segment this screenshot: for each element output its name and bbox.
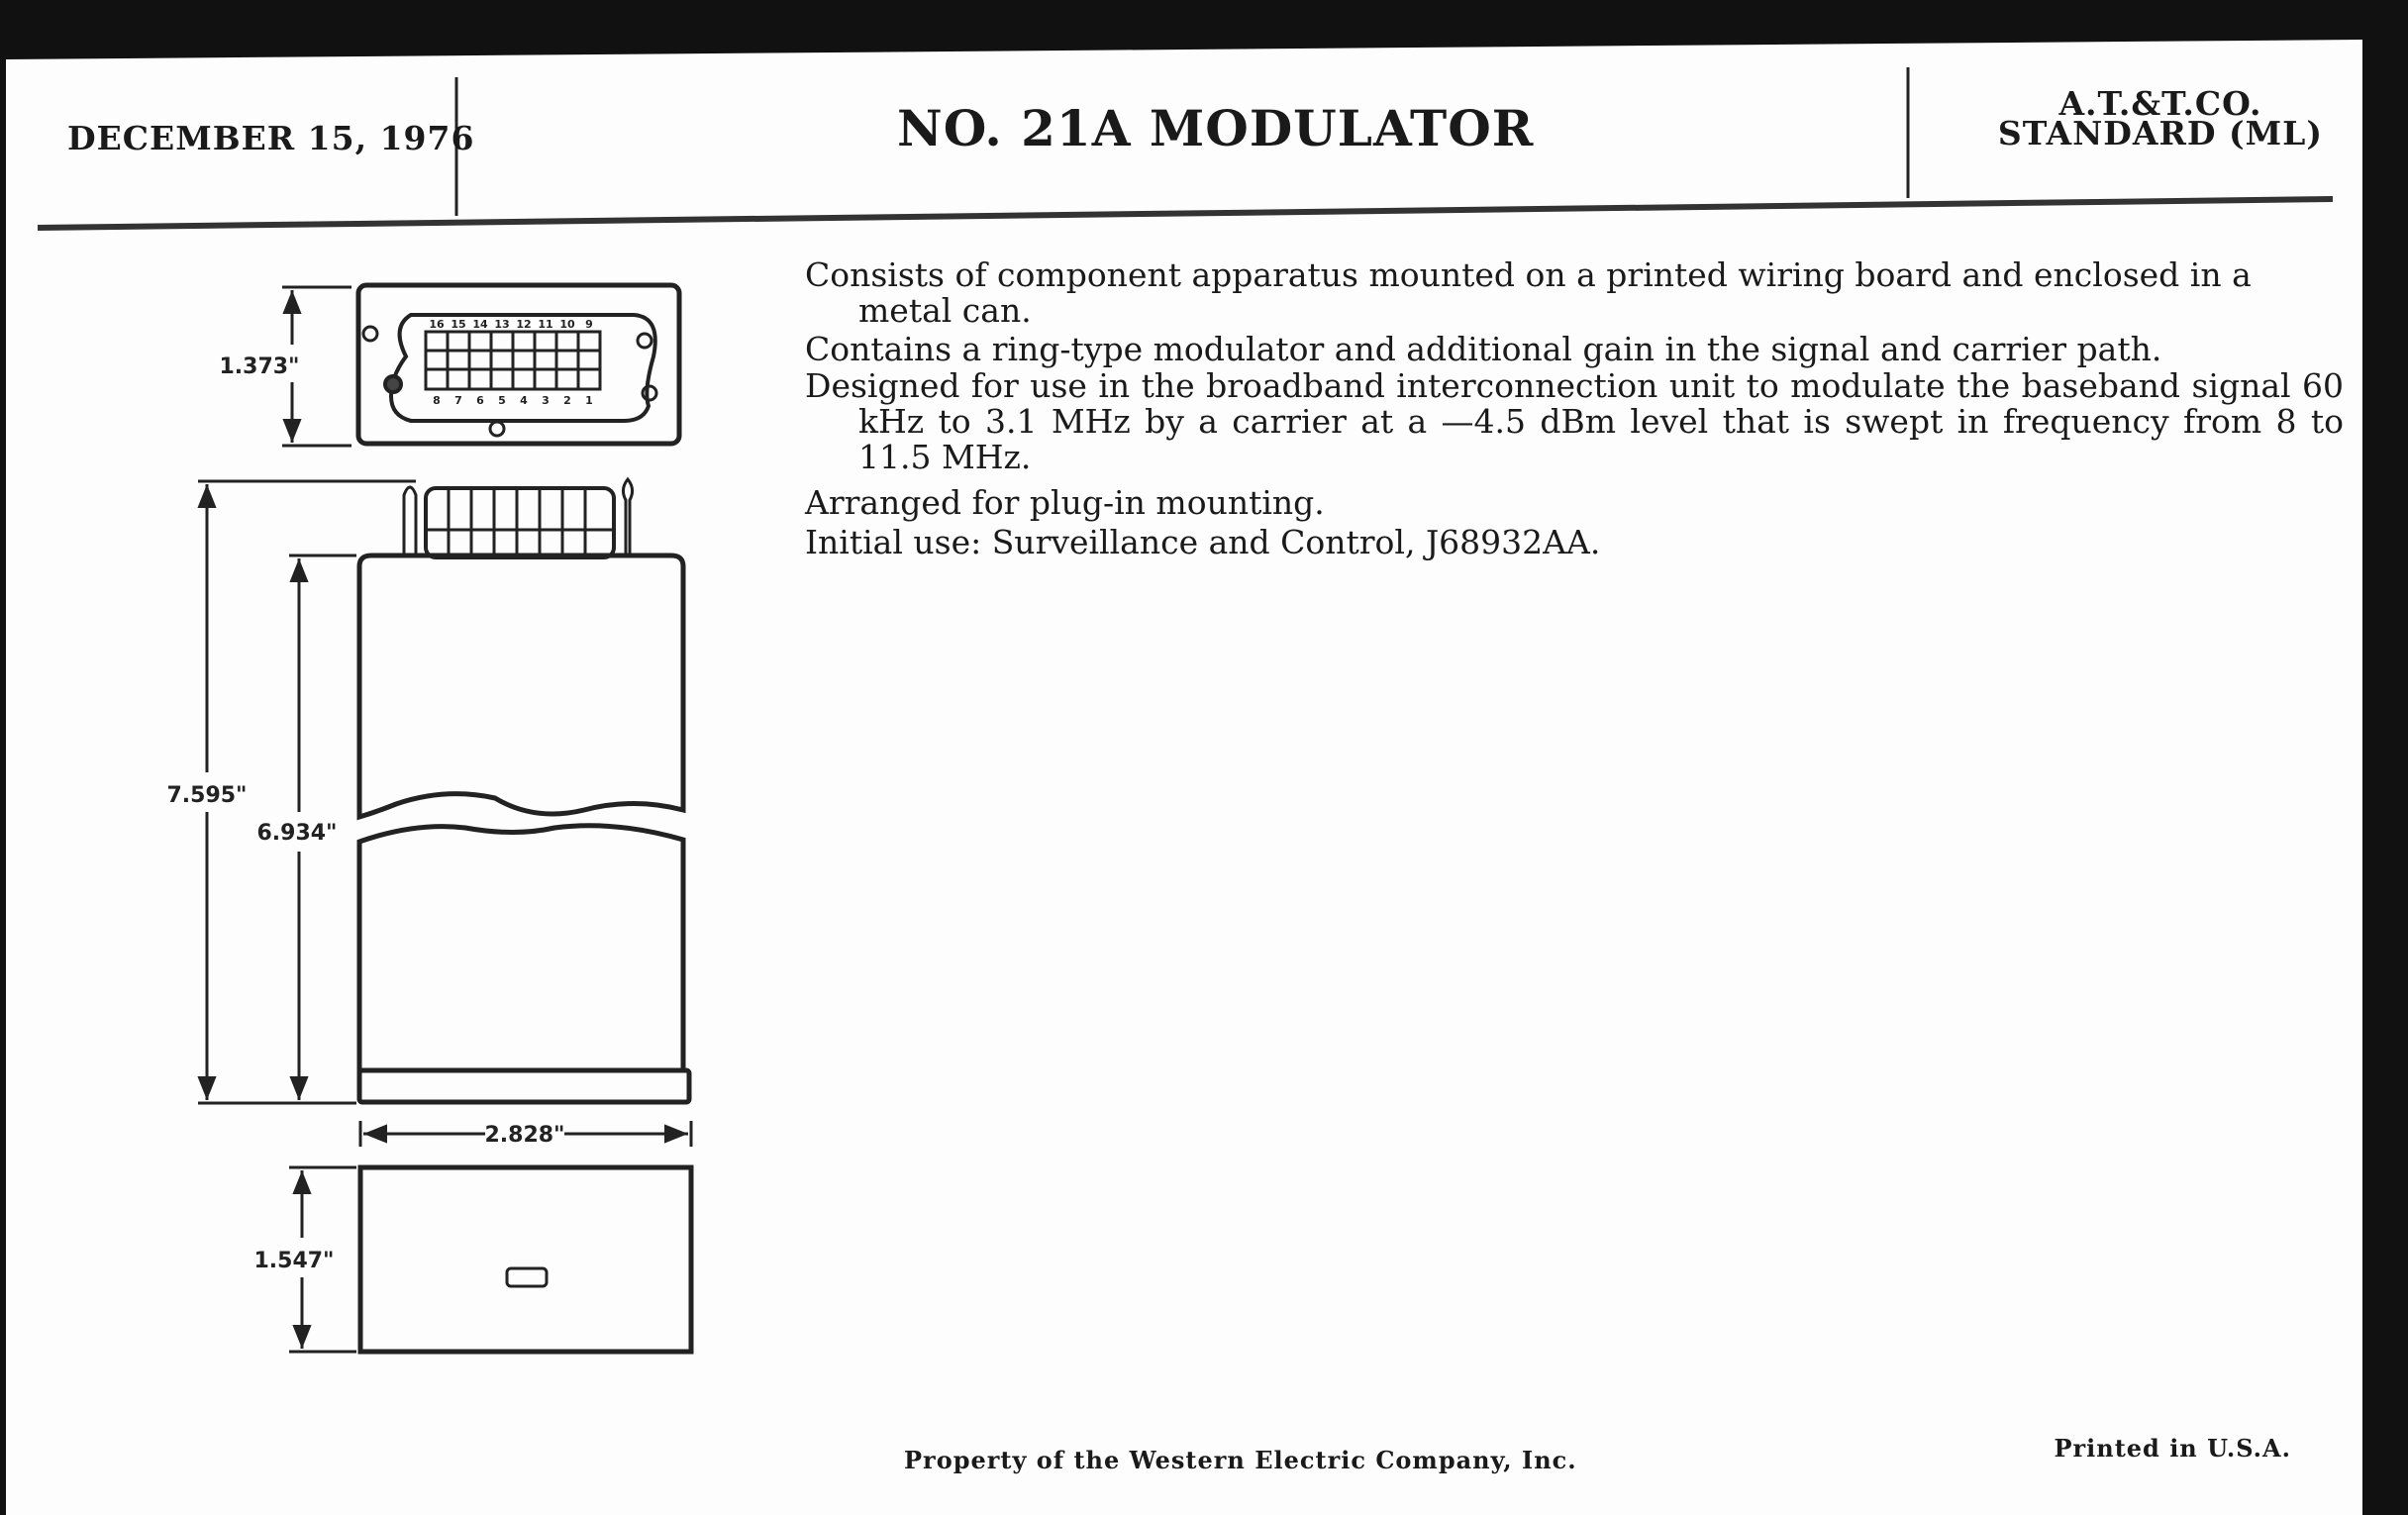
pin-label: 16 [429, 318, 445, 331]
pin-label: 11 [538, 318, 553, 331]
dim-overall-height: 7.595" [166, 783, 248, 808]
pin-label: 7 [454, 394, 462, 407]
description-paragraph: Designed for use in the broadband interconnection unit to modulate the baseband signal 60 kHz to 3.1 MHz by a carrier at a —4.5 dBm level that is swept in frequency from 8 to 11.5 MHz. [805, 366, 2344, 476]
pin-label: 1 [585, 394, 593, 407]
document-date: DECEMBER 15, 1976 [67, 119, 475, 157]
pin-label: 15 [451, 318, 466, 331]
standard-line-2: STANDARD (ML) [1997, 114, 2323, 152]
pin-label: 14 [472, 318, 488, 331]
pin-label: 13 [494, 318, 510, 331]
dim-width: 2.828" [484, 1123, 565, 1148]
pin-label: 5 [498, 394, 506, 407]
pin-label: 8 [433, 394, 441, 407]
pin-label: 4 [520, 394, 528, 407]
description-paragraph: Contains a ring-type modulator and additional gain in the signal and carrier path. [805, 330, 2162, 368]
side-view [359, 479, 689, 1102]
pin-label: 12 [516, 318, 532, 331]
pin-label: 9 [585, 318, 593, 331]
pin-label: 10 [559, 318, 575, 331]
bottom-view [360, 1167, 691, 1352]
description-paragraph: Arranged for plug-in mounting. [805, 483, 1325, 522]
standard-line-1: A.T.&T.CO. [2058, 84, 2262, 123]
description-paragraph: Consists of component apparatus mounted on a printed wiring board and enclosed in a metal can. [805, 255, 2252, 330]
footer-printed: Printed in U.S.A. [2054, 1434, 2291, 1463]
footer-property: Property of the Western Electric Company, Inc. [904, 1446, 1577, 1474]
dim-body-height: 6.934" [256, 821, 338, 846]
top-view [358, 285, 679, 444]
pin-label: 3 [542, 394, 550, 407]
pin-label: 2 [563, 394, 571, 407]
page-title: NO. 21A MODULATOR [897, 99, 1535, 157]
dim-depth: 1.547" [253, 1249, 335, 1273]
dim-connector-height: 1.373" [219, 354, 300, 379]
description-paragraph: Initial use: Surveillance and Control, J68932AA. [805, 523, 1601, 561]
pin-label: 6 [476, 394, 484, 407]
